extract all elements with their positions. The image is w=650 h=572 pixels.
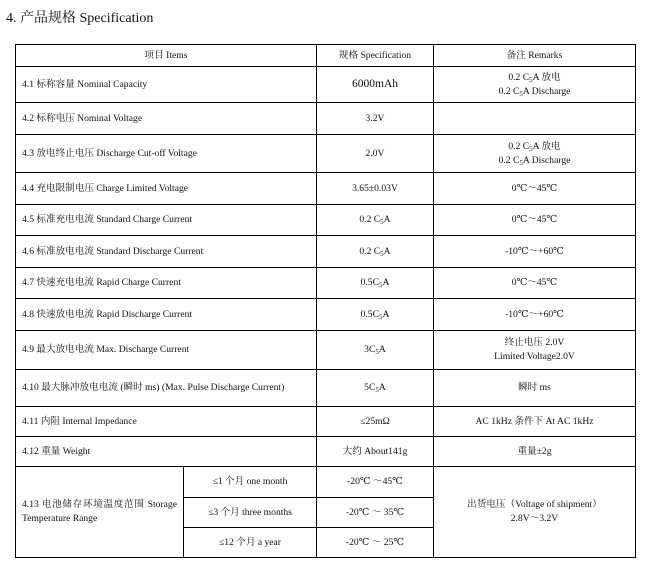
remark-cell: 0℃～45℃ (434, 268, 636, 299)
remark-cell: AC 1kHz 条件下 At AC 1kHz (434, 407, 636, 437)
spec-cell: 大约 About141g (317, 437, 434, 467)
table-row (16, 407, 636, 437)
item-cell: 4.11 内阻 Internal Impedance (16, 407, 317, 437)
item-cell: 4.8 快速放电电流 Rapid Discharge Current (16, 299, 317, 331)
table-row (16, 135, 636, 173)
remark-line: 0.2 $C_5A$ Discharge (498, 154, 571, 167)
item-cell: 4.12 重量 Weight (16, 437, 317, 467)
remark-cell: -10℃～+60℃ (434, 299, 636, 331)
storage-range-cell: -20℃ ～45℃ (317, 467, 434, 498)
remark-line: 2.8V～3.2V (510, 513, 559, 524)
item-cell: 4.7 快速充电电流 Rapid Charge Current (16, 268, 317, 299)
spec-cell: 6000mAh (317, 67, 434, 103)
table-row (16, 268, 636, 299)
item-cell: 4.10 最大脉冲放电电流 (瞬时 ms) (Max. Pulse Discharge Current) (16, 370, 317, 407)
remark-cell: 瞬时 ms (434, 370, 636, 407)
item-cell: 4.9 最大放电电流 Max. Discharge Current (16, 331, 317, 370)
table-row (16, 236, 636, 268)
storage-duration-cell: ≤3 个月 three months (184, 498, 317, 528)
storage-duration-cell: ≤12 个月 a year (184, 528, 317, 558)
storage-range-cell: -20℃ ～ 25℃ (317, 528, 434, 558)
storage-item-cell: 4.13 电池储存环境温度范围 Storage Temperature Range (16, 467, 184, 558)
header-specification: 规格 Specification (317, 45, 434, 67)
spec-cell: $0.5C_5A$ (317, 299, 434, 331)
item-cell: 4.3 放电终止电压 Discharge Cut-off Voltage (16, 135, 317, 173)
table-row (16, 173, 636, 205)
header-remarks: 备注 Remarks (434, 45, 636, 67)
remark-cell: 0℃～45℃ (434, 173, 636, 205)
spec-cell: 3.2V (317, 103, 434, 135)
remark-cell (434, 67, 636, 103)
spec-cell: 0.2 $C_5A$ (317, 205, 434, 236)
remark-cell (434, 467, 636, 558)
storage-range-cell: -20℃ ～ 35℃ (317, 498, 434, 528)
spec-cell: $0.5C_5A$ (317, 268, 434, 299)
storage-duration-cell: ≤1 个月 one month (184, 467, 317, 498)
remark-line: 0.2 $C_5A$ 放电 (508, 71, 561, 84)
spec-cell: $5C_5A$ (317, 370, 434, 407)
remark-cell (434, 135, 636, 173)
item-cell: 4.2 标称电压 Nominal Voltage (16, 103, 317, 135)
spec-cell: 0.2 $C_5A$ (317, 236, 434, 268)
section-title: 4. 产品规格 Specification (6, 11, 154, 26)
remark-line: Limited Voltage2.0V (494, 351, 575, 362)
item-cell: 4.5 标准充电电流 Standard Charge Current (16, 205, 317, 236)
header-items: 项目 Items (16, 45, 317, 67)
table-row (16, 103, 636, 135)
remark-cell: -10℃～+60℃ (434, 236, 636, 268)
remark-cell (434, 103, 636, 135)
spec-cell: 2.0V (317, 135, 434, 173)
specification-table (15, 44, 636, 558)
table-row (16, 331, 636, 370)
table-row (16, 67, 636, 103)
remark-cell: 重量±2g (434, 437, 636, 467)
item-cell: 4.4 充电限制电压 Charge Limited Voltage (16, 173, 317, 205)
remark-cell (434, 331, 636, 370)
table-row (16, 437, 636, 467)
table-row (16, 370, 636, 407)
remark-line: 0.2 $C_5A$ 放电 (508, 140, 561, 153)
item-cell: 4.6 标准放电电流 Standard Discharge Current (16, 236, 317, 268)
remark-cell: 0℃～45℃ (434, 205, 636, 236)
table-header-row (16, 45, 636, 67)
spec-cell: ≤25mΩ (317, 407, 434, 437)
item-cell: 4.1 标称容量 Nominal Capacity (16, 67, 317, 103)
table-row (16, 467, 636, 498)
spec-cell: $3C_5A$ (317, 331, 434, 370)
remark-line: 终止电压 2.0V (504, 337, 565, 349)
spec-cell: 3.65±0.03V (317, 173, 434, 205)
table-row (16, 205, 636, 236)
remark-line: 出货电压（Voltage of shipment） (467, 499, 602, 511)
remark-line: 0.2 $C_5A$ Discharge (498, 85, 571, 98)
table-row (16, 299, 636, 331)
